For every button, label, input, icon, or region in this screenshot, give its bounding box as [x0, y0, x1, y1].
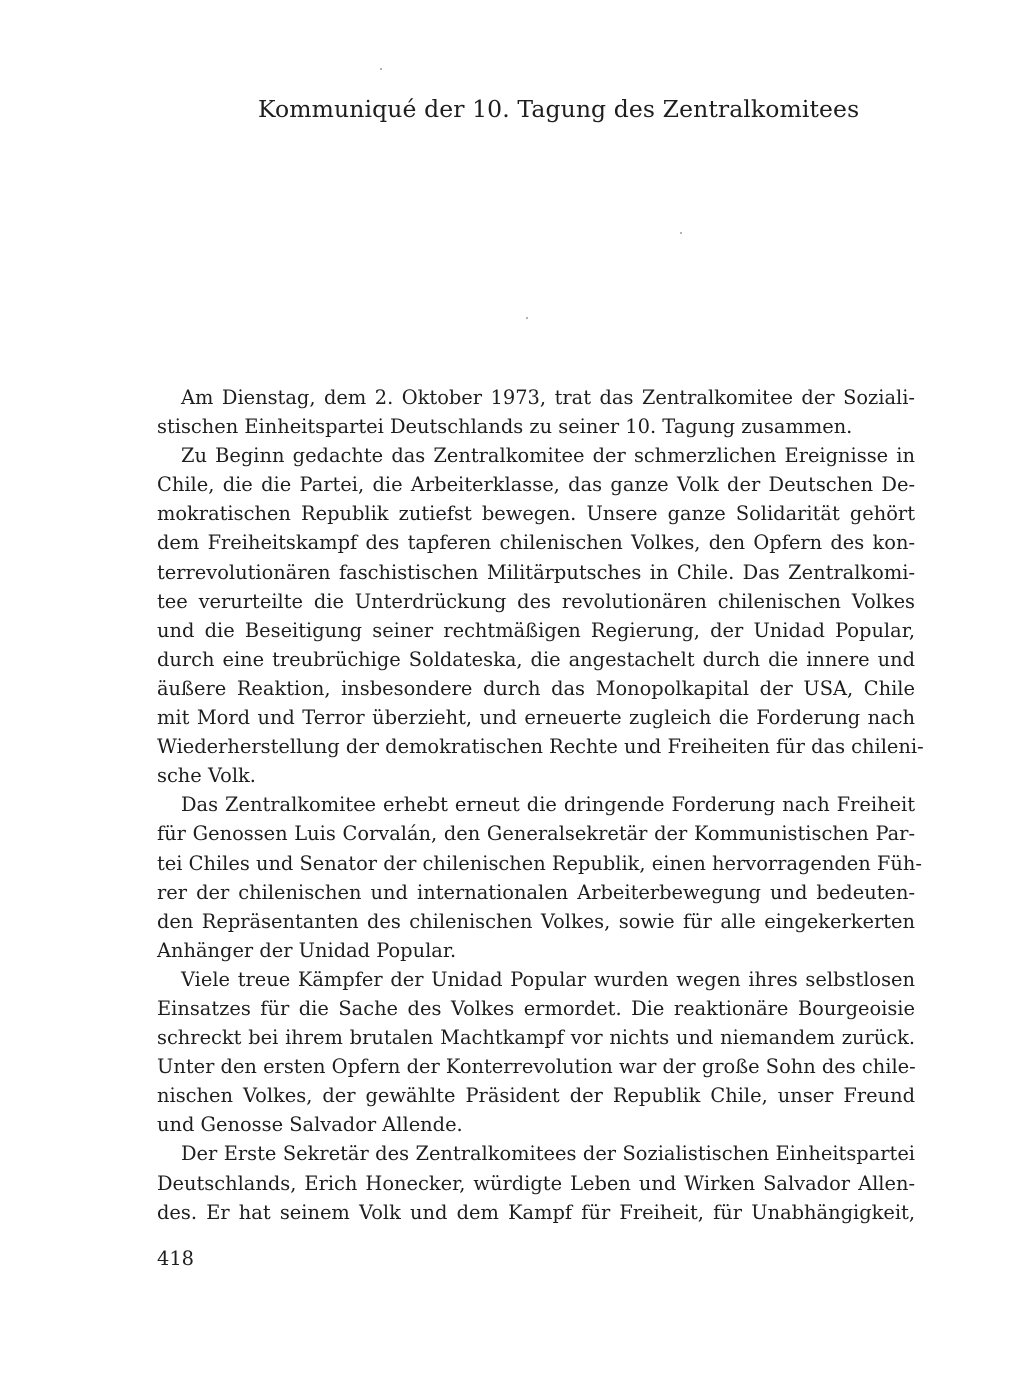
page-title: Kommuniqué der 10. Tagung des Zentralkomitees: [258, 95, 860, 123]
text-line: Unter den ersten Opfern der Konterrevolution war der große Sohn des chile-: [157, 1055, 916, 1079]
body-text: [157, 383, 924, 1227]
print-speck: [680, 232, 682, 234]
text-line: und die Beseitigung seiner rechtmäßigen Regierung, der Unidad Popular,: [157, 618, 915, 642]
text-line: terrevolutionären faschistischen Militärputsches in Chile. Das Zentralkomi-: [157, 560, 915, 584]
text-line: Einsatzes für die Sache des Volkes ermordet. Die reaktionäre Bourgeoisie: [157, 996, 915, 1020]
text-line: für Genossen Luis Corvalán, den Generalsekretär der Kommunistischen Par-: [157, 822, 915, 846]
text-line: Deutschlands, Erich Honecker, würdigte Leben und Wirken Salvador Allen-: [157, 1171, 915, 1195]
text-line: sche Volk.: [157, 764, 256, 788]
text-line: Das Zentralkomitee erhebt erneut die dringende Forderung nach Freiheit: [181, 793, 915, 817]
text-line: des. Er hat seinem Volk und dem Kampf für Freiheit, für Unabhängigkeit,: [157, 1200, 915, 1224]
text-line: äußere Reaktion, insbesondere durch das Monopolkapital der USA, Chile: [157, 676, 915, 700]
print-speck: [526, 317, 528, 319]
page-number: 418: [157, 1247, 195, 1270]
text-line: Chile, die die Partei, die Arbeiterklasse, das ganze Volk der Deutschen De-: [157, 473, 915, 497]
text-line: schreckt bei ihrem brutalen Machtkampf vor nichts und niemandem zurück.: [157, 1026, 915, 1050]
text-line: mokratischen Republik zutiefst bewegen. Unsere ganze Solidarität gehört: [157, 502, 915, 526]
text-line: rer der chilenischen und internationalen Arbeiterbewegung und bedeuten-: [157, 880, 915, 904]
text-line: nischen Volkes, der gewählte Präsident der Republik Chile, unser Freund: [157, 1084, 915, 1108]
text-line: und Genosse Salvador Allende.: [157, 1113, 463, 1137]
text-line: stischen Einheitspartei Deutschlands zu seiner 10. Tagung zusammen.: [157, 415, 853, 439]
text-line: Anhänger der Unidad Popular.: [157, 938, 457, 962]
text-line: den Repräsentanten des chilenischen Volkes, sowie für alle eingekerkerten: [157, 909, 915, 933]
print-speck: [380, 68, 382, 70]
text-line: Wiederherstellung der demokratischen Rechte und Freiheiten für das chileni-: [157, 735, 924, 759]
text-line: Am Dienstag, dem 2. Oktober 1973, trat das Zentralkomitee der Soziali-: [181, 386, 915, 409]
text-line: Zu Beginn gedachte das Zentralkomitee der schmerzlichen Ereignisse in: [181, 444, 915, 468]
text-line: tee verurteilte die Unterdrückung des revolutionären chilenischen Volkes: [157, 589, 915, 613]
text-line: mit Mord und Terror überzieht, und erneuerte zugleich die Forderung nach: [157, 706, 915, 730]
text-line: tei Chiles und Senator der chilenischen Republik, einen hervorragenden Füh-: [157, 851, 922, 875]
text-line: dem Freiheitskampf des tapferen chilenischen Volkes, den Opfern des kon-: [157, 531, 915, 555]
text-line: Der Erste Sekretär des Zentralkomitees der Sozialistischen Einheitspartei: [181, 1142, 915, 1166]
text-line: Viele treue Kämpfer der Unidad Popular wurden wegen ihres selbstlosen: [181, 967, 915, 991]
text-line: durch eine treubrüchige Soldateska, die angestachelt durch die innere und: [157, 647, 915, 671]
